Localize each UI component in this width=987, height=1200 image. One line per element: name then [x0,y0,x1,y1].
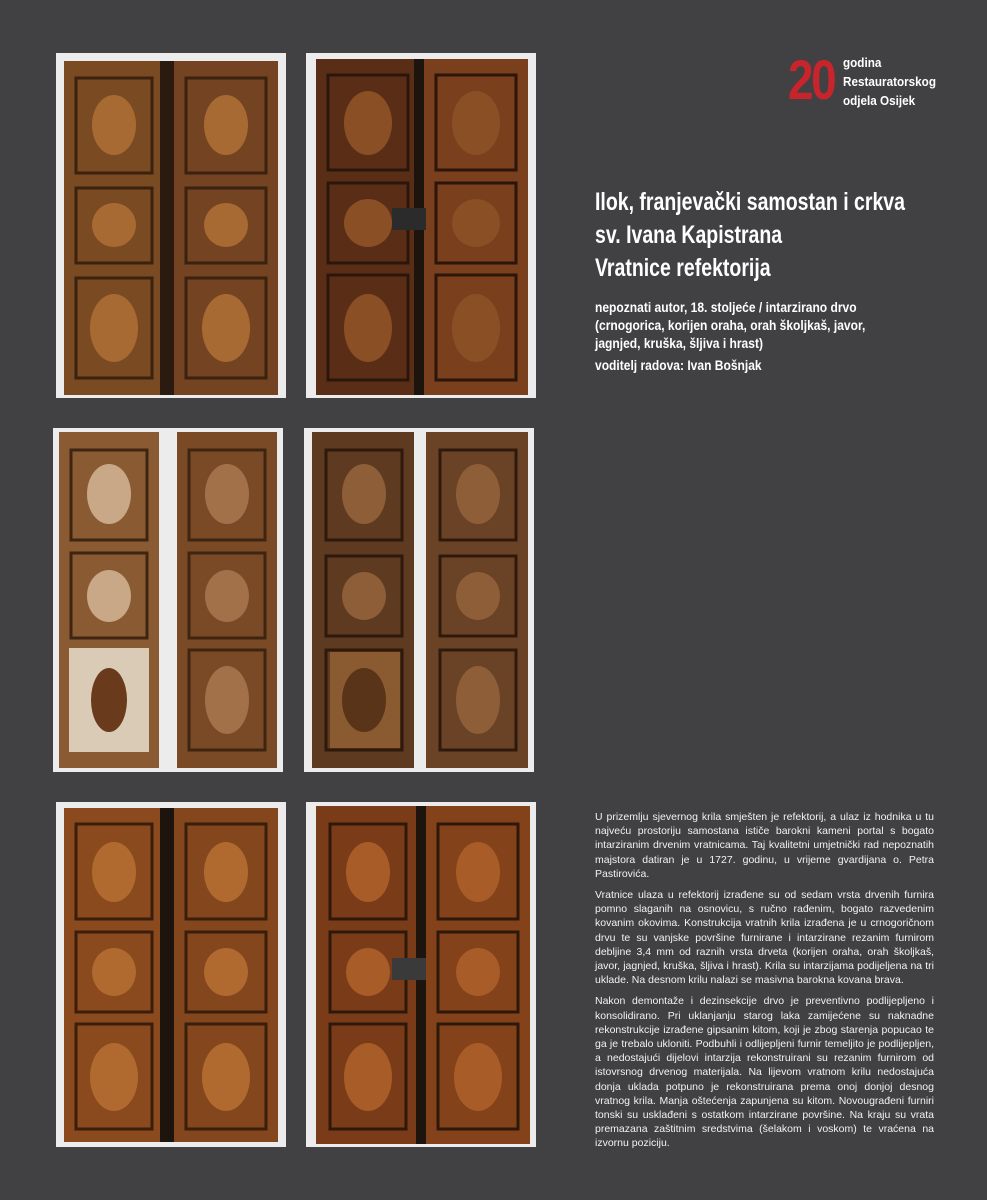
title-line-2: sv. Ivana Kapistrana [595,221,783,249]
meta-line-3: jagnjed, kruška, šljiva i hrast) [595,335,763,351]
anniversary-logo [788,50,978,120]
door-photo-5 [56,802,286,1147]
project-leader: voditelj radova: Ivan Bošnjak [595,357,762,373]
logo-line-3: odjela Osijek [843,93,916,108]
logo-line-2: Restauratorskog [843,74,936,89]
title-line-1: Ilok, franjevački samostan i crkva [595,188,906,216]
door-photo-3 [53,428,283,772]
meta-line-2: (crnogorica, korijen oraha, orah školjkaš, javor, [595,317,866,333]
door-photo-6 [306,802,536,1147]
page-title [595,186,905,285]
logo-line-1: godina [843,55,882,70]
paragraph-1: U prizemlju sjevernog krila smješten je refektorij, a ulaz iz hodnika u tu najveću prostoriju samostana ističe barokni kameni portal s bogato intarziranim drvenim vratnicama. Taj kvalitetni umjetnički rad nepoznatih majstora datiran je u 1727. godinu, u vrijeme gvardijana o. Petra Pastirovića. [595,811,934,880]
door-photo-4 [304,428,534,772]
paragraph-3: Nakon demontaže i dezinsekcije drvo je preventivno podlijepljeno i konsolidirano. Pri uklanjanju starog laka zamijećene su naknadne rekonstrukcije izrađene gipsanim kitom, koji je zbog starenja popucao te ga je trebalo ukloniti. Podbuhli i odlijepljeni furnir temeljito je podlijepljen, a nedostajući dijelovi intarzija rekonstruirani su rezanim furnirom od istovrsnog drvenog materijala. Na lijevom vratnom krilu nedostajuća donja uklada potpuno je rekonstruirana prema onoj donjoj desnog vratnog krila. Manja oštećenja zapunjena su kitom. Novougrađeni furniri tonski su usklađeni s ostatkom intarzirane površine. Na kraju su vrata premazana zaštitnim sredstvima (šelakom i voskom) te vraćena na izvornu poziciju. [595,995,934,1150]
title-line-3: Vratnice refektorija [595,254,771,282]
logo-number: 20 [788,48,835,111]
logo-text [843,53,936,110]
artwork-meta [595,298,865,374]
paragraph-2: Vratnice ulaza u refektorij izrađene su od sedam vrsta drvenih furnira pomno slaganih na osnovicu, s ručno rađenim, bogato razvedenim kovanim okovima. Konstrukcija vratnih krila izrađena je u crnogoričnom drvu te su vanjske površine furnirane i intarzirane rezanim furnirom debljine 3,4 mm od raznih vrsta drveta (korijen oraha, orah školjkaš, javor, jagnjed, kruška, šljiva i hrast). Krila su intarzijama podijeljena na tri uklade. Na desnom krilu nalazi se masivna barokna kovana brava. [595,889,934,987]
meta-line-1: nepoznati autor, 18. stoljeće / intarzirano drvo [595,299,857,315]
door-photo-2 [306,53,536,398]
description-text [595,810,934,1158]
door-photo-1 [56,53,286,398]
